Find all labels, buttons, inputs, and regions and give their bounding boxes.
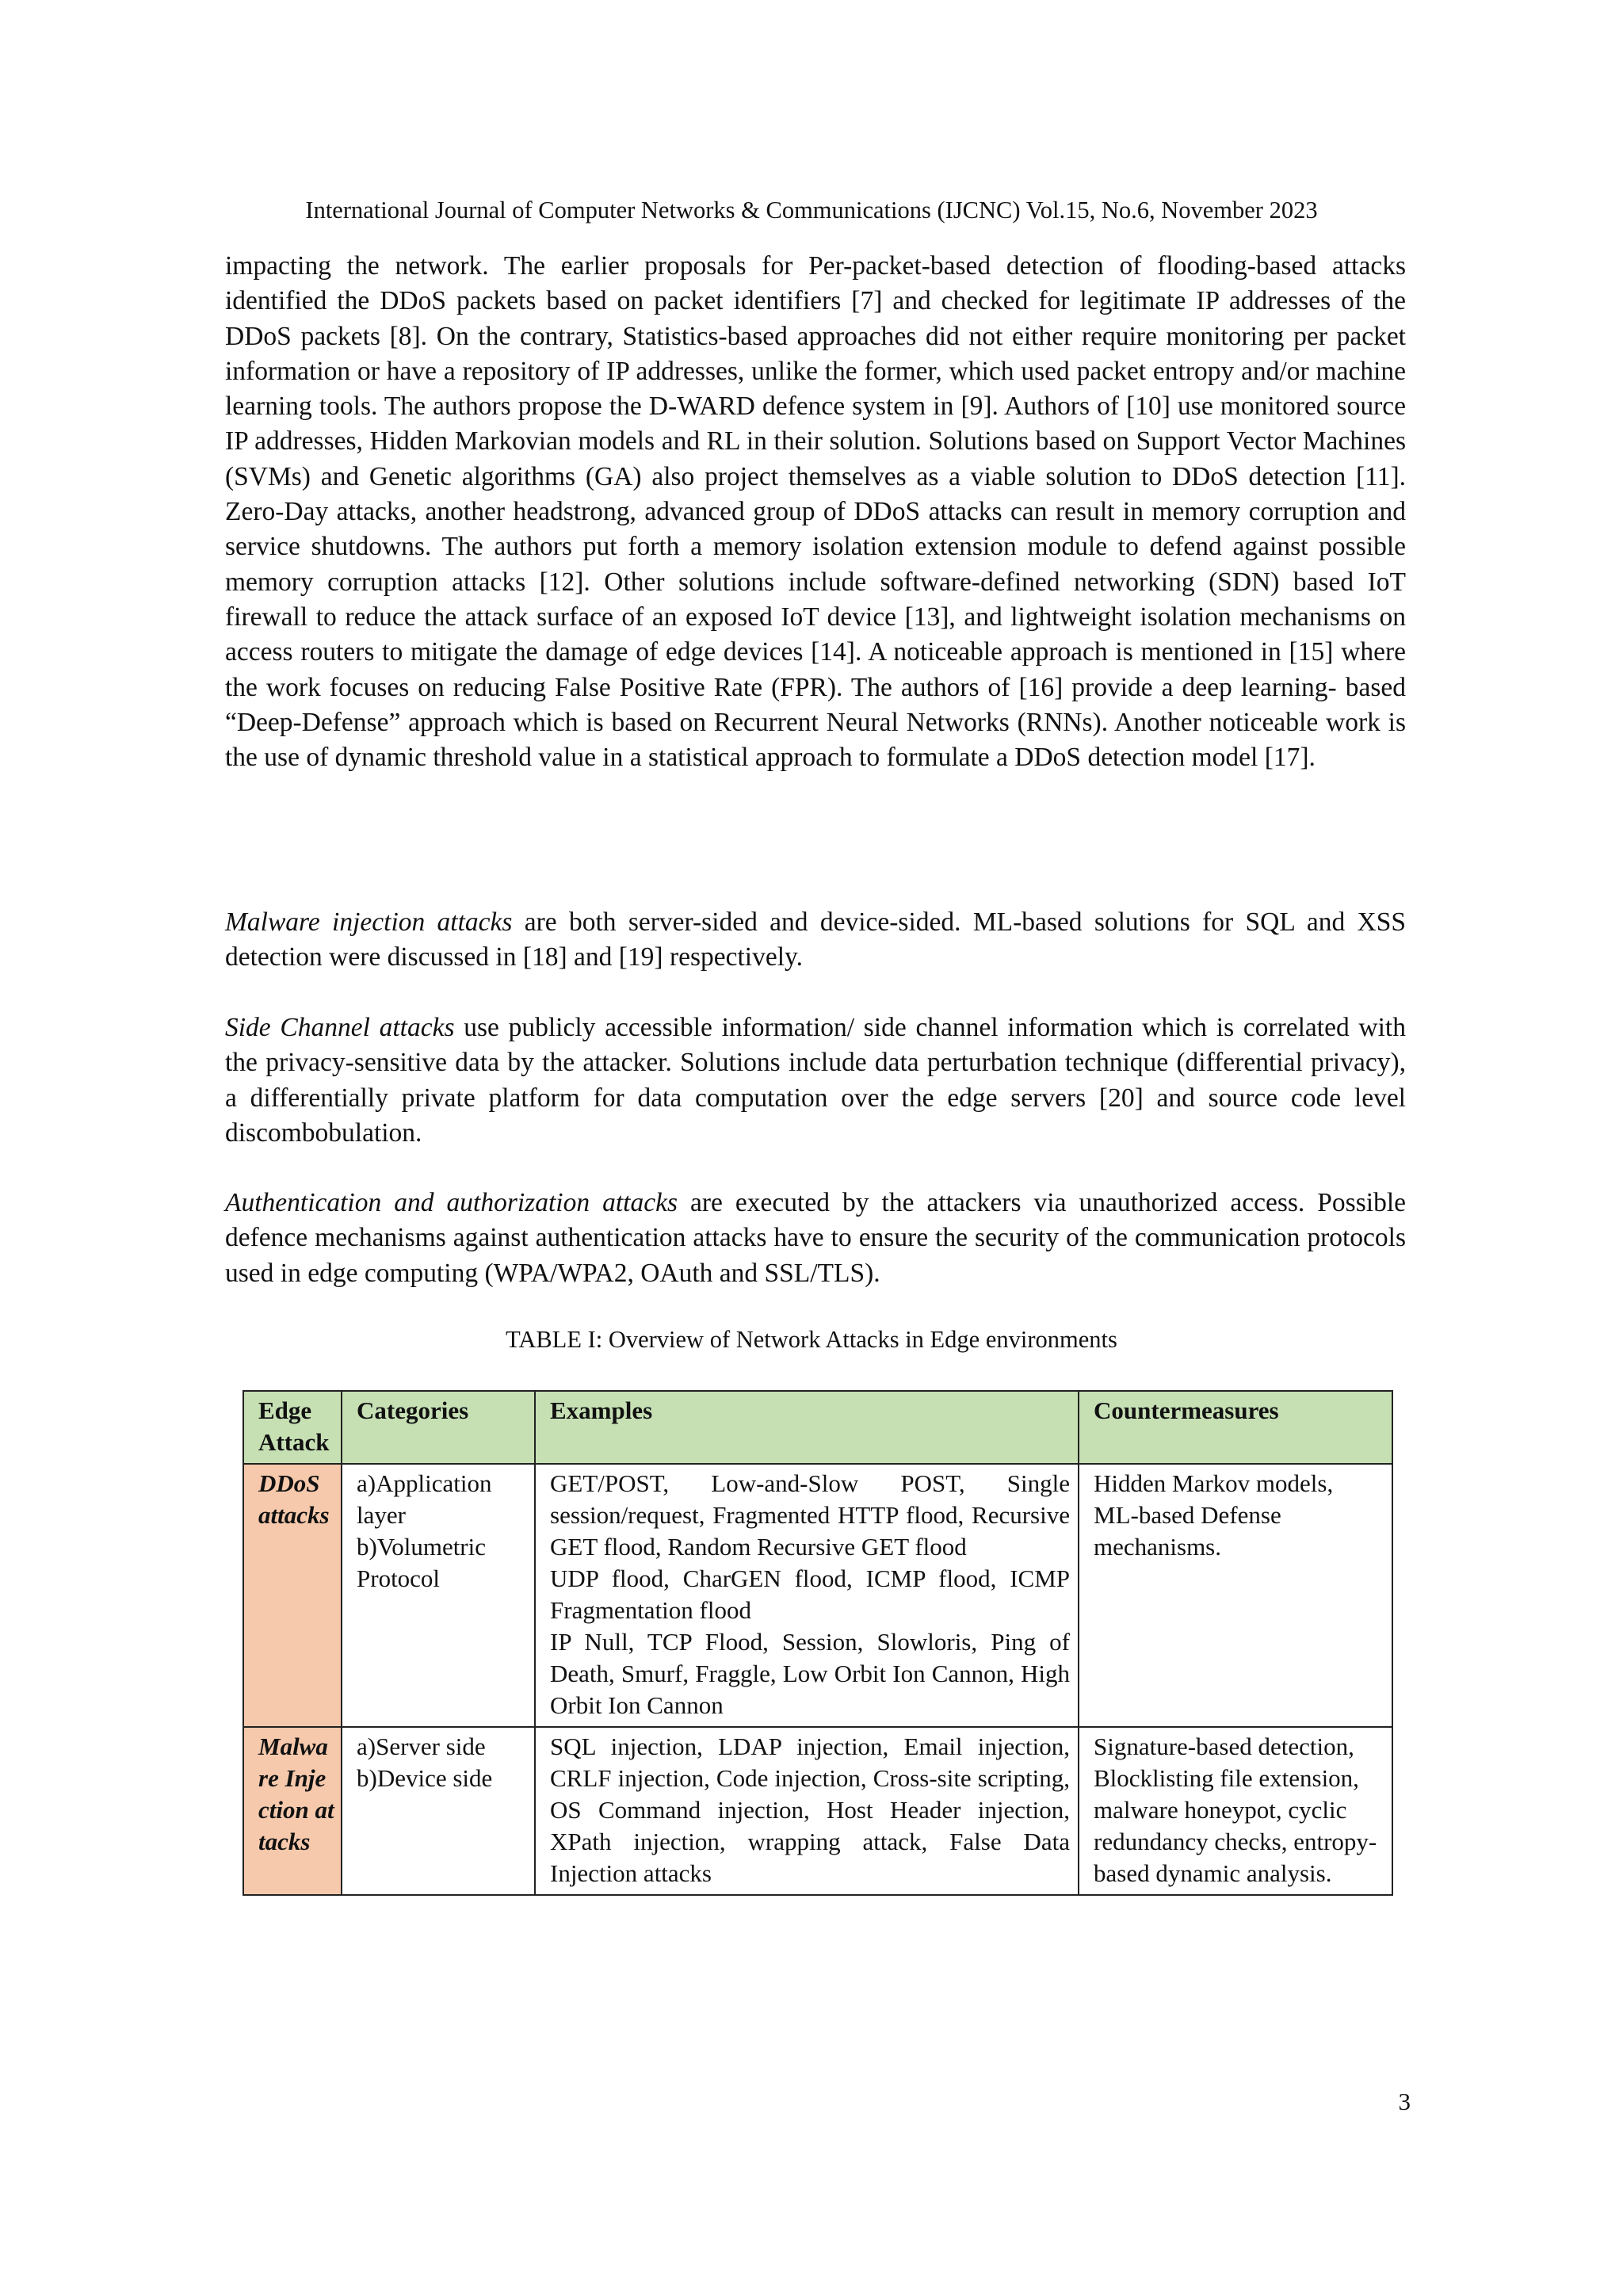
category-a: a)Application layer: [357, 1469, 492, 1529]
table-caption: TABLE I: Overview of Network Attacks in Edge environments: [506, 1326, 1117, 1353]
page-number: 3: [1398, 2088, 1411, 2115]
paragraph-body-authentication: are executed by the attackers via unauthorized access. Possible defence mechanisms against authentication attacks have to ensure the security of the communication protocols used in edge computing (WPA/WPA2, OAuth and SSL/TLS).: [225, 1188, 1406, 1288]
body-paragraph-ddos: impacting the network. The earlier proposals for Per-packet-based detection of flooding-based attacks identified the DDoS packets based on packet identifiers [7] and checked for legitimate IP addresses of the DDoS packets [8]. On the contrary, Statistics-based approaches did not either require monitoring per packet information or have a repository of IP addresses, unlike the former, which used packet entropy and/or machine learning tools. The authors propose the D-WARD defence system in [9]. Authors of [10] use monitored source IP addresses, Hidden Markovian models and RL in their solution. Solutions based on Support Vector Machines (SVMs) and Genetic algorithms (GA) also project themselves as a viable solution to DDoS detection [11]. Zero-Day attacks, another headstrong, advanced group of DDoS attacks can result in memory corruption and service shutdowns. The authors put forth a memory isolation extension module to defend against possible memory corruption attacks [12]. Other solutions include software-defined networking (SDN) based IoT firewall to reduce the attack surface of an exposed IoT device [13], and lightweight isolation mechanisms on access routers to mitigate the damage of edge devices [14]. A noticeable approach is mentioned in [15] where the work focuses on reducing False Positive Rate (FPR). The authors of [16] provide a deep learning- based “Deep-Defense” approach which is based on Recurrent Neural Networks (RNNs). Another noticeable work is the use of dynamic threshold value in a statistical approach to formulate a DDoS detection model [17].: [225, 251, 1406, 773]
cell-countermeasures-ddos: Hidden Markov models, ML-based Defense mechanisms.: [1079, 1464, 1392, 1727]
paragraph-body-side-channel: use publicly accessible information/ side channel information which is correlated with the privacy-sensitive data by the attacker. Solutions include data perturbation technique (differential privacy), a differentially private platform for data computation over the edge servers [20] and source code level discombobulation.: [225, 1013, 1406, 1148]
cell-examples-malware: SQL injection, LDAP injection, Email injection, CRLF injection, Code injection, Cross-site scripting, OS Command injection, Host Header injection, XPath injection, wrapping attack, False Data Injection attacks: [535, 1727, 1079, 1895]
paragraph-lead-authentication: Authentication and authorization attacks: [225, 1188, 678, 1217]
cell-categories-ddos: [342, 1464, 535, 1727]
body-paragraph-authentication: [225, 1186, 1406, 1291]
cell-attack-ddos: DDoS attacks: [243, 1464, 342, 1727]
category-b: b)Volumetric Protocol: [357, 1533, 487, 1592]
examples-protocol: IP Null, TCP Flood, Session, Slowloris, Ping of Death, Smurf, Fraggle, Low Orbit Ion Cannon, High Orbit Ion Cannon: [550, 1628, 1070, 1719]
paragraph-body-malware: are both server-sided and device-sided. ML-based solutions for SQL and XSS detection were discussed in [18] and [19] respectively.: [225, 907, 1406, 972]
cell-examples-ddos: [535, 1464, 1079, 1727]
body-paragraph-side-channel: [225, 1010, 1406, 1151]
attacks-table: [242, 1390, 1393, 1896]
paragraph-lead-side-channel: Side Channel attacks: [225, 1013, 455, 1042]
header-examples: Examples: [535, 1391, 1079, 1464]
table-header-row: [243, 1391, 1392, 1464]
examples-volumetric: UDP flood, CharGEN flood, ICMP flood, ICMP Fragmentation flood: [550, 1564, 1070, 1624]
header-categories: Categories: [342, 1391, 535, 1464]
cell-categories-malware: [342, 1727, 535, 1895]
table-row-malware: [243, 1727, 1392, 1895]
category-a: a)Server side: [357, 1733, 486, 1760]
category-b: b)Device side: [357, 1764, 493, 1792]
table-row-ddos: [243, 1464, 1392, 1727]
examples-application-layer: GET/POST, Low-and-Slow POST, Single session/request, Fragmented HTTP flood, Recursive GET flood, Random Recursive GET flood: [550, 1469, 1070, 1561]
cell-attack-malware: Malware Injection attacks: [243, 1727, 342, 1895]
header-edge-attack: Edge Attack: [243, 1391, 342, 1464]
body-paragraph-malware: [225, 905, 1406, 976]
header-countermeasures: Countermeasures: [1079, 1391, 1392, 1464]
cell-countermeasures-malware: Signature-based detection, Blocklisting file extension, malware honeypot, cyclic redundancy checks, entropy-based dynamic analysis.: [1079, 1727, 1392, 1895]
running-header: International Journal of Computer Networks & Communications (IJCNC) Vol.15, No.6, November 2023: [305, 197, 1318, 223]
paragraph-lead-malware: Malware injection attacks: [225, 907, 513, 937]
